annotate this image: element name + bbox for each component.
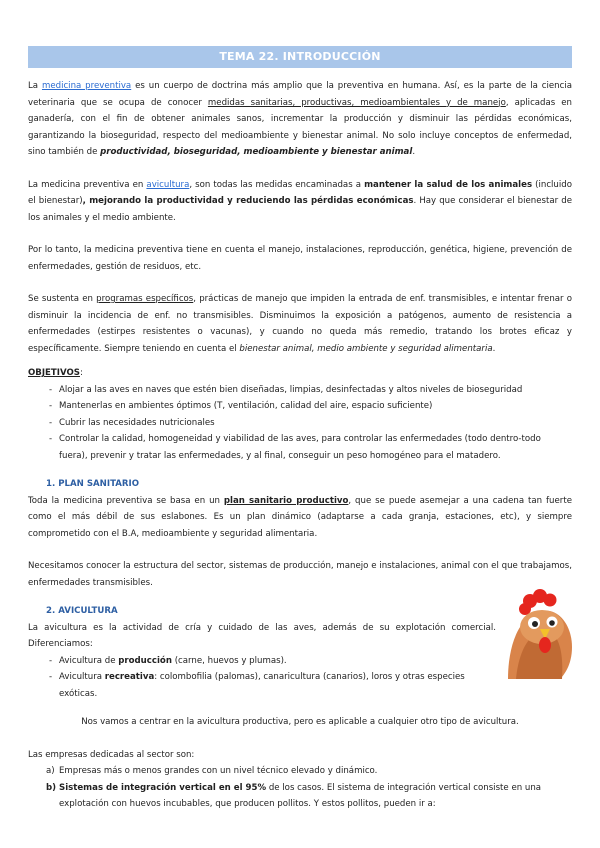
- page-title: TEMA 22. INTRODUCCIÓN: [219, 50, 381, 63]
- avicultura-link[interactable]: avicultura: [146, 179, 190, 190]
- document-body: [28, 46, 572, 813]
- intro-paragraph: La medicina preventiva es un cuerpo de doctrina más amplio que la preventiva en humana. Así, es la parte de la ciencia veterinaria que se ocupa de conocer medidas sanitarias, productivas, medioambientales y de manejo, aplicadas en ganadería, con el fin de obtener animales sanos, incrementar la producción y disminuir las pérdidas económicas, garantizando la bioseguridad, respecto del medioambiente y bienestar animal. No solo incluye conceptos de enfermedad, sino también de productividad, bioseguridad, medioambiente y bienestar animal.: [28, 81, 572, 157]
- list-item: - Alojar a las aves en naves que estén bien diseñadas, limpias, desinfectadas y altos niveles de bioseguridad: [28, 382, 572, 399]
- list-item: a) Empresas más o menos grandes con un nivel técnico elevado y dinámico.: [46, 766, 378, 776]
- list-item: b) Sistemas de integración vertical en el 95% de los casos. El sistema de integración vertical consiste en una explotación con huevos incubables, que producen pollitos. Y estos pollitos, pueden ir a:: [46, 782, 542, 809]
- avicultura-intro: La avicultura es la actividad de cría y cuidado de las aves, además de su explotación comercial. Diferenciamos:: [28, 622, 496, 649]
- avicultura-heading: 2. AVICULTURA: [46, 606, 118, 616]
- centered-note: Nos vamos a centrar en la avicultura productiva, pero es aplicable a cualquier otro tipo de avicultura.: [81, 717, 519, 727]
- medicina-preventiva-link[interactable]: medicina preventiva: [41, 81, 132, 91]
- list-item: - Cubrir las necesidades nutricionales: [28, 415, 572, 432]
- estructura-paragraph: Necesitamos conocer la estructura del sector, sistemas de producción, manejo e instalaciones, animal con el que trabajamos, enfermedades transmisibles.: [28, 561, 572, 588]
- list-item: - Controlar la calidad, homogeneidad y viabilidad de las aves, para controlar las enfermedades (todo dentro-todo fuera), prevenir y tratar las enfermedades, y al final, conseguir un peso homogéneo para el matadero.: [28, 431, 572, 464]
- empresas-intro: Las empresas dedicadas al sector son:: [28, 749, 195, 760]
- programas-paragraph: Se sustenta en programas específicos, prácticas de manejo que impiden la entrada de enf. transmisibles, e intentar frenar o disminuir la incidencia de enf. no transmisibles. Disminuimos la exposición a patógenos, aumento de resistencia a enfermedades (estirpes resistentes o vacunas), y cuando no queda más remedio, tratando los brotes eficaz y específicamente. Siempre teniendo en cuenta el bienestar animal, medio ambiente y seguridad alimentaria.: [28, 294, 573, 354]
- objetivos-list: [28, 382, 572, 465]
- objetivos-heading: OBJETIVOS:: [28, 368, 83, 378]
- plan-sanitario-heading: 1. PLAN SANITARIO: [46, 479, 140, 489]
- plan-sanitario-paragraph: Toda la medicina preventiva se basa en un plan sanitario productivo, que se puede asemejar a una cadena tan fuerte como el más débil de sus eslabones. Es un plan dinámico (adaptarse a cada granja, estaciones, etc), y siempre comprometido con el B.A, medioambiente y seguridad alimentaria.: [28, 495, 572, 539]
- empresas-list: [28, 763, 572, 813]
- list-item: - Avicultura de producción (carne, huevos y plumas).: [28, 653, 496, 670]
- list-item: - Mantenerlas en ambientes óptimos (T, ventilación, calidad del aire, espacio suficiente): [28, 398, 572, 415]
- avicultura-types-list: [28, 653, 496, 703]
- chicken-illustration: [498, 587, 578, 679]
- list-item: - Avicultura recreativa: colombofilia (palomas), canaricultura (canarios), loros y otras especies exóticas.: [28, 669, 496, 702]
- manejo-paragraph: Por lo tanto, la medicina preventiva tiene en cuenta el manejo, instalaciones, reproducción, genética, higiene, prevención de enfermedades, gestión de residuos, etc.: [28, 245, 572, 272]
- avicultura-paragraph: La medicina preventiva en avicultura, son todas las medidas encaminadas a mantener la salud de los animales (incluido el bienestar), mejorando la productividad y reduciendo las pérdidas económicas. Hay que considerar el bienestar de los animales y el medio ambiente.: [28, 179, 572, 223]
